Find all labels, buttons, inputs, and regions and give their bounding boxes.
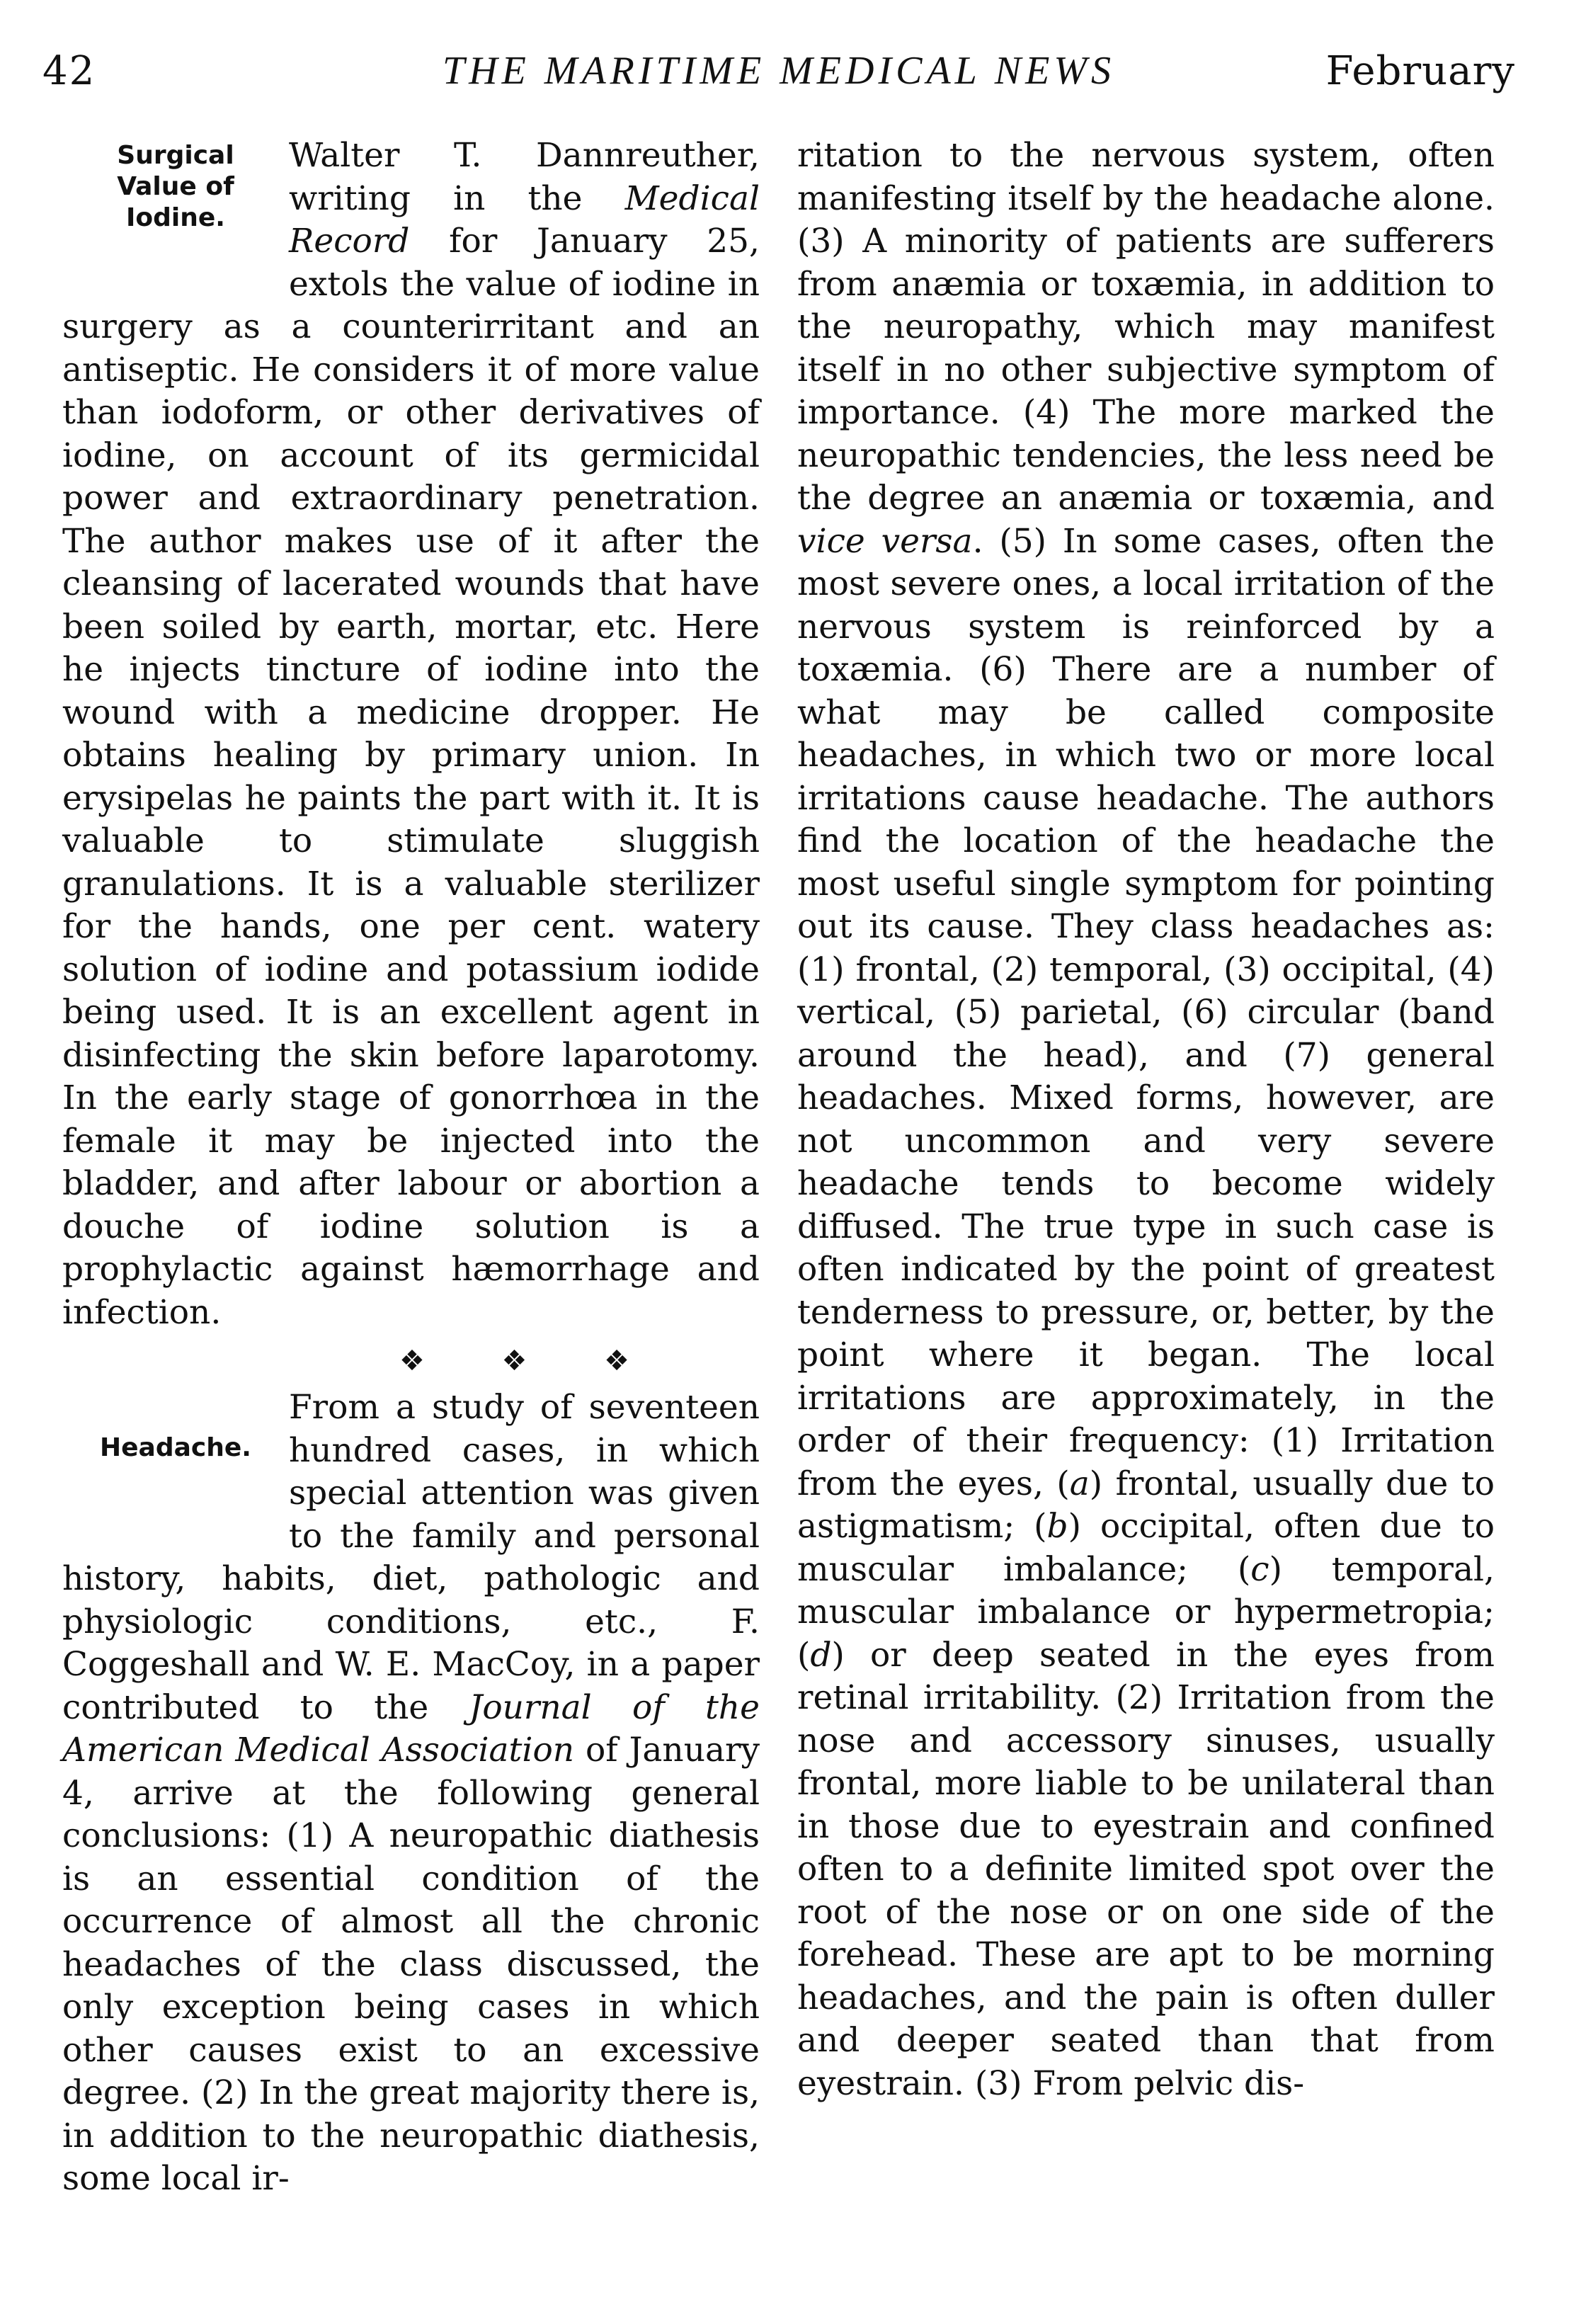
section-ornament: ❖ ❖ ❖	[399, 1345, 663, 1377]
running-header	[42, 48, 1515, 112]
right-column	[797, 135, 1495, 2105]
left-column	[62, 135, 760, 2201]
page-number: 42	[42, 48, 96, 94]
iodine-paragraph: Walter T. Dannreuther, writing in the Medical Record for January 25, extols the value of iodine in surgery as a counterirritant and an antiseptic. He considers it of more value than iodoform, or other derivatives of iodine, on account of its germicidal power and extraordinary penetration. The author makes use of it after the cleansing of lacerated wounds that have been soiled by earth, mortar, etc. Here he injects tincture of iodine into the wound with a medicine dropper. He obtains healing by primary union. In erysipelas he paints the part with it. It is valuable to stimulate sluggish granulations. It is a valuable sterilizer for the hands, one per cent. watery solution of iodine and potassium iodide being used. It is an excellent agent in disinfecting the skin before laparotomy. In the early stage of gonorrhœa in the female it may be injected into the bladder, and after labour or abortion a douche of iodine solution is a prophylactic against hæmorrhage and infection.	[62, 136, 760, 1332]
sidehead-headache: Headache.	[100, 1433, 251, 1462]
headache-paragraph: From a study of seventeen hundred cases, in which special attention was given to the family and personal history, habits, diet, pathologic and physiologic conditions, etc., F. Coggeshall and W. E. MacCoy, in a paper contributed to the Journal of the American Medical Association of January 4, arrive at the following general conclusions: (1) A neuropathic diathesis is an essential condition of the occurrence of almost all the chronic headaches of the class discussed, the only exception being cases in which other causes exist to an excessive degree. (2) In the great majority there is, in addition to the neuropathic diathesis, some local ir-	[62, 1388, 760, 2198]
journal-title: THE MARITIME MEDICAL NEWS	[443, 49, 1115, 93]
journal-name: Medical Record	[289, 178, 760, 261]
issue-month: February	[1325, 48, 1515, 94]
sidehead-surgical-value-of-iodine: Surgical Value of Iodine.	[117, 141, 234, 232]
journal-name: Journal of the American Medical Association	[62, 1687, 760, 1770]
headache-continuation: ritation to the nervous system, often manifesting itself by the headache alone. (3) A minority of patients are sufferers from anæmia or toxæmia, in addition to the neuropathy, which may manifest itself in no other subjective symptom of importance. (4) The more marked the neuropathic tendencies, the less need be the degree an anæmia or toxæmia, and vice versa. (5) In some cases, often the most severe ones, a local irritation of the nervous system is reinforced by a toxæmia. (6) There are a number of what may be called composite headaches, in which two or more local irritations cause headache. The authors find the location of the headache the most useful single symptom for pointing out its cause. They class headaches as: (1) frontal, (2) temporal, (3) occipital, (4) vertical, (5) parietal, (6) circular (band around the head), and (7) general headaches. Mixed forms, however, are not uncommon and very severe headache tends to become widely diffused. The true type in such case is often indicated by the point of greatest tenderness to pressure, or, better, by the point where it began. The local irritations are approximately, in the order of their frequency: (1) Irritation from the eyes, (a) frontal, usually due to astigmatism; (b) occipital, often due to muscular imbalance; (c) temporal, muscular imbalance or hypermetropia; (d) or deep seated in the eyes from retinal irritability. (2) Irritation from the nose and accessory sinuses, usually frontal, more liable to be unilateral than in those due to eyestrain and confined often to a definite limited spot over the root of the nose or on one side of the forehead. These are apt to be morning headaches, and the pain is often duller and deeper seated than that from eyestrain. (3) From pelvic dis-	[797, 136, 1495, 2103]
